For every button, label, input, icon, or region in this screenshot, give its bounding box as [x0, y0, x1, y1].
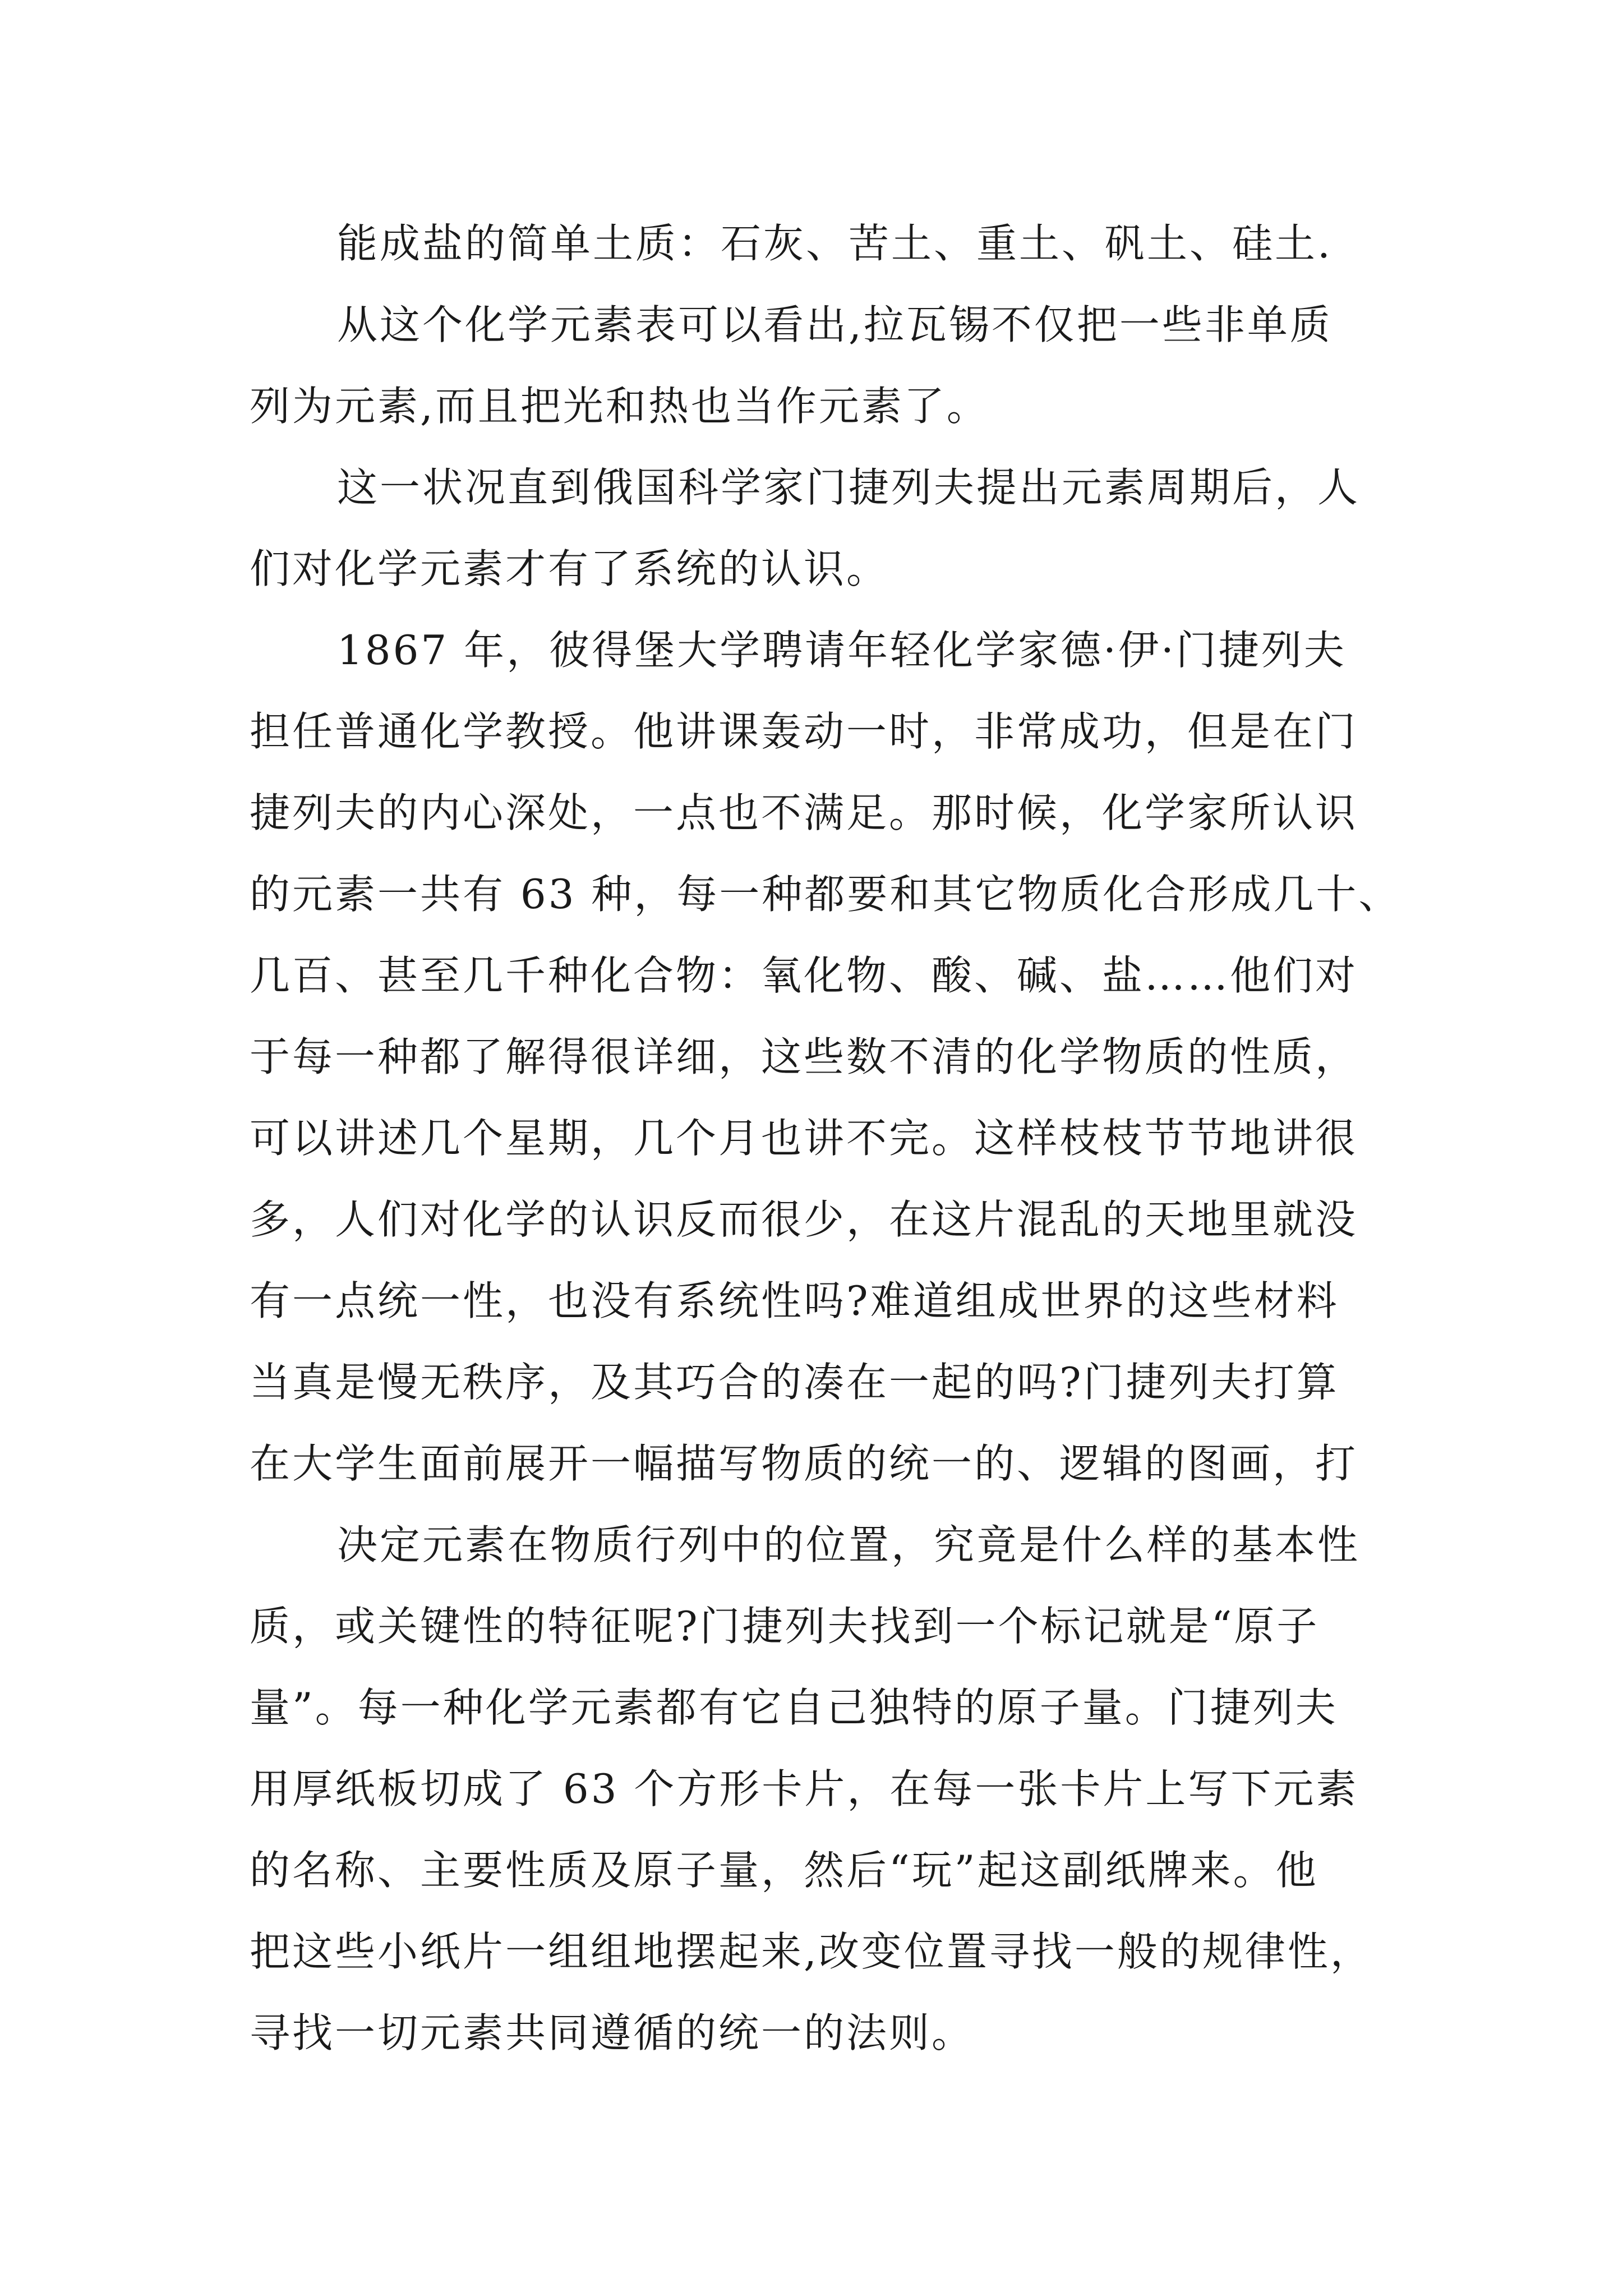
text-line: 的元素一共有 63 种，每一种都要和其它物质化合形成几十、 [250, 871, 1401, 918]
text-line: 担任普通化学教授。他讲课轰动一时，非常成功，但是在门 [250, 708, 1358, 755]
text-line: 们对化学元素才有了系统的认识。 [250, 545, 889, 592]
paragraph [250, 610, 1401, 1504]
text-line: 把这些小纸片一组组地摆起来,改变位置寻找一般的规律性， [250, 1928, 1373, 1975]
paragraph [250, 447, 1382, 610]
text-line: 这一状况直到俄国科学家门捷列夫提出元素周期后，人 [337, 464, 1361, 511]
text-line: 寻找一切元素共同遵循的统一的法则。 [250, 2009, 975, 2056]
paragraph [250, 1504, 1382, 2074]
text-line: 量”。每一种化学元素都有它自己独特的原子量。门捷列夫 [250, 1684, 1338, 1731]
text-line: 的名称、主要性质及原子量，然后“玩”起这副纸牌来。他 [250, 1847, 1318, 1894]
paragraph [250, 284, 1382, 447]
text-line: 于每一种都了解得很详细，这些数不清的化学物质的性质， [250, 1033, 1358, 1080]
text-line: 决定元素在物质行列中的位置，究竟是什么样的基本性 [337, 1521, 1361, 1568]
text-line: 列为元素,而且把光和热也当作元素了。 [250, 383, 989, 430]
text-line: 从这个化学元素表可以看出,拉瓦锡不仅把一些非单质 [337, 301, 1332, 348]
text-line: 1867 年，彼得堡大学聘请年轻化学家德·伊·门捷列夫 [337, 627, 1347, 674]
text-line: 可以讲述几个星期，几个月也讲不完。这样枝枝节节地讲很 [250, 1115, 1358, 1162]
text-line: 能成盐的简单土质：石灰、苦土、重土、矾土、硅土. [337, 220, 1332, 267]
document-body [250, 203, 1401, 2074]
text-line: 用厚纸板切成了 63 个方形卡片，在每一张卡片上写下元素 [250, 1765, 1359, 1812]
text-line: 在大学生面前展开一幅描写物质的统一的、逻辑的图画，打 [250, 1440, 1358, 1487]
text-line: 几百、甚至几千种化合物：氧化物、酸、碱、盐……他们对 [250, 952, 1358, 999]
text-line: 当真是慢无秩序，及其巧合的凑在一起的吗?门捷列夫打算 [250, 1359, 1339, 1406]
text-line: 多，人们对化学的认识反而很少，在这片混乱的天地里就没 [250, 1196, 1358, 1243]
text-line: 有一点统一性，也没有系统性吗?难道组成世界的这些材料 [250, 1277, 1339, 1324]
text-line: 质，或关键性的特征呢?门捷列夫找到一个标记就是“原子 [250, 1603, 1320, 1650]
text-line: 捷列夫的内心深处，一点也不满足。那时候，化学家所认识 [250, 789, 1358, 836]
paragraph [250, 203, 1382, 284]
